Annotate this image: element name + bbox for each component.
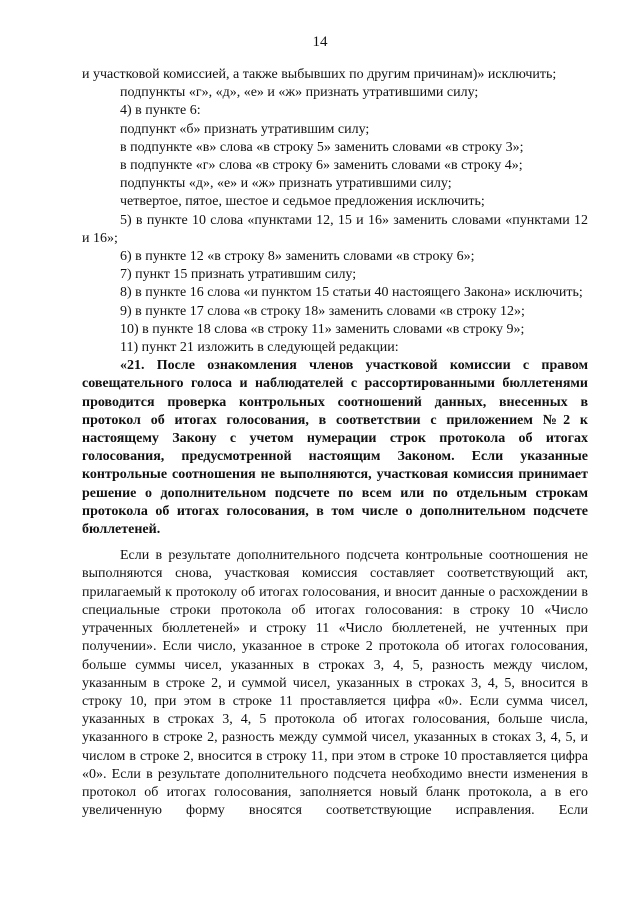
- paragraph-item-7: 7) пункт 15 признать утратившим силу;: [120, 267, 357, 283]
- paragraph-item-10: 10) в пункте 18 слова «в строку 11» заменить словами «в строку 9»;: [120, 321, 525, 337]
- paragraph-item-9: 9) в пункте 17 слова «в строку 18» заменить словами «в строку 12»;: [120, 303, 525, 319]
- page-number: 14: [312, 34, 328, 50]
- paragraph-sentences-exclude: четвертое, пятое, шестое и седьмое предложения исключить;: [120, 194, 485, 210]
- paragraph-subitem-g: в подпункте «г» слова «в строку 6» заменить словами «в строку 4»;: [120, 158, 523, 174]
- paragraph-intro: и участковой комиссией, а также выбывших по другим причинам)» исключить;: [82, 67, 557, 82]
- paragraph-subitems-d-zh: подпункты «д», «е» и «ж» признать утратившими силу;: [120, 176, 452, 192]
- paragraph-subitem-b: подпункт «б» признать утратившим силу;: [120, 121, 370, 137]
- paragraph-additional-count: Если в результате дополнительного подсчета контрольные соотношения не выполняются снова, участковая комиссия составляет соответствующий акт, прилагаемый к протоколу об итогах голосования, и вносит данные о расхождении в специальные строки протокола об итогах голосования: в строку 10 «Число утраченных бюллетеней» и строку 11 «Число бюллетеней, не учтенных при получении». Если число, указанное в строке 2 протокола об итогах голосования, больше суммы чисел, указанных в строках 3, 4, 5, разность между числом, указанным в строке 2, и суммой чисел, указанных в строках 3, 4, 5, вносится в строку 10, при этом в строке 11 проставляется цифра «0». Если сумма чисел, указанных в строках 3, 4, 5 протокола об итогах голосования, больше числа, указанного в строке 2, разность между суммой чисел, указанных в стоках 3, 4, 5, и числом в строке 2, вносится в строку 11, при этом в строке 10 проставляется цифра «0». Если в результате дополнительного подсчета необходимо внести изменения в протокол об итогах голосования, заполняется новый бланк протокола, а в его увеличенную форму вносятся соответствующие исправления. Если: [82, 548, 588, 819]
- paragraph-item-5: 5) в пункте 10 слова «пунктами 12, 15 и 16» заменить словами «пунктами 12 и 16»;: [82, 212, 588, 246]
- paragraph-item-6: 6) в пункте 12 «в строку 8» заменить словами «в строку 6»;: [120, 249, 475, 265]
- paragraph-new-item-21: «21. После ознакомления членов участковой комиссии с правом совещательного голоса и наблюдателей с рассортированными бюллетенями проводится проверка контрольных соотношений данных, внесенных в протокол об итогах голосования, в соответствии с приложением №2 к настоящему Закону с учетом нумерации строк протокола об итогах голосования, предусмотренной настоящим Законом. Если указанные контрольные соотношения не выполняются, участковая комиссия принимает решение о дополнительном подсчете по всем или по отдельным строкам протокола об итогах голосования, в том числе о дополнительном подсчете бюллетеней.: [82, 358, 588, 538]
- paragraph-item-4: 4) в пункте 6:: [120, 103, 201, 119]
- paragraph-subitem-v: в подпункте «в» слова «в строку 5» заменить словами «в строку 3»;: [120, 139, 524, 155]
- paragraph-item-8: 8) в пункте 16 слова «и пунктом 15 статьи 40 настоящего Закона» исключить;: [120, 285, 583, 301]
- paragraph-subitems-g-zh: подпункты «г», «д», «е» и «ж» признать утратившими силу;: [120, 85, 479, 101]
- document-body: [82, 66, 588, 820]
- paragraph-item-11: 11) пункт 21 изложить в следующей редакции:: [120, 340, 399, 356]
